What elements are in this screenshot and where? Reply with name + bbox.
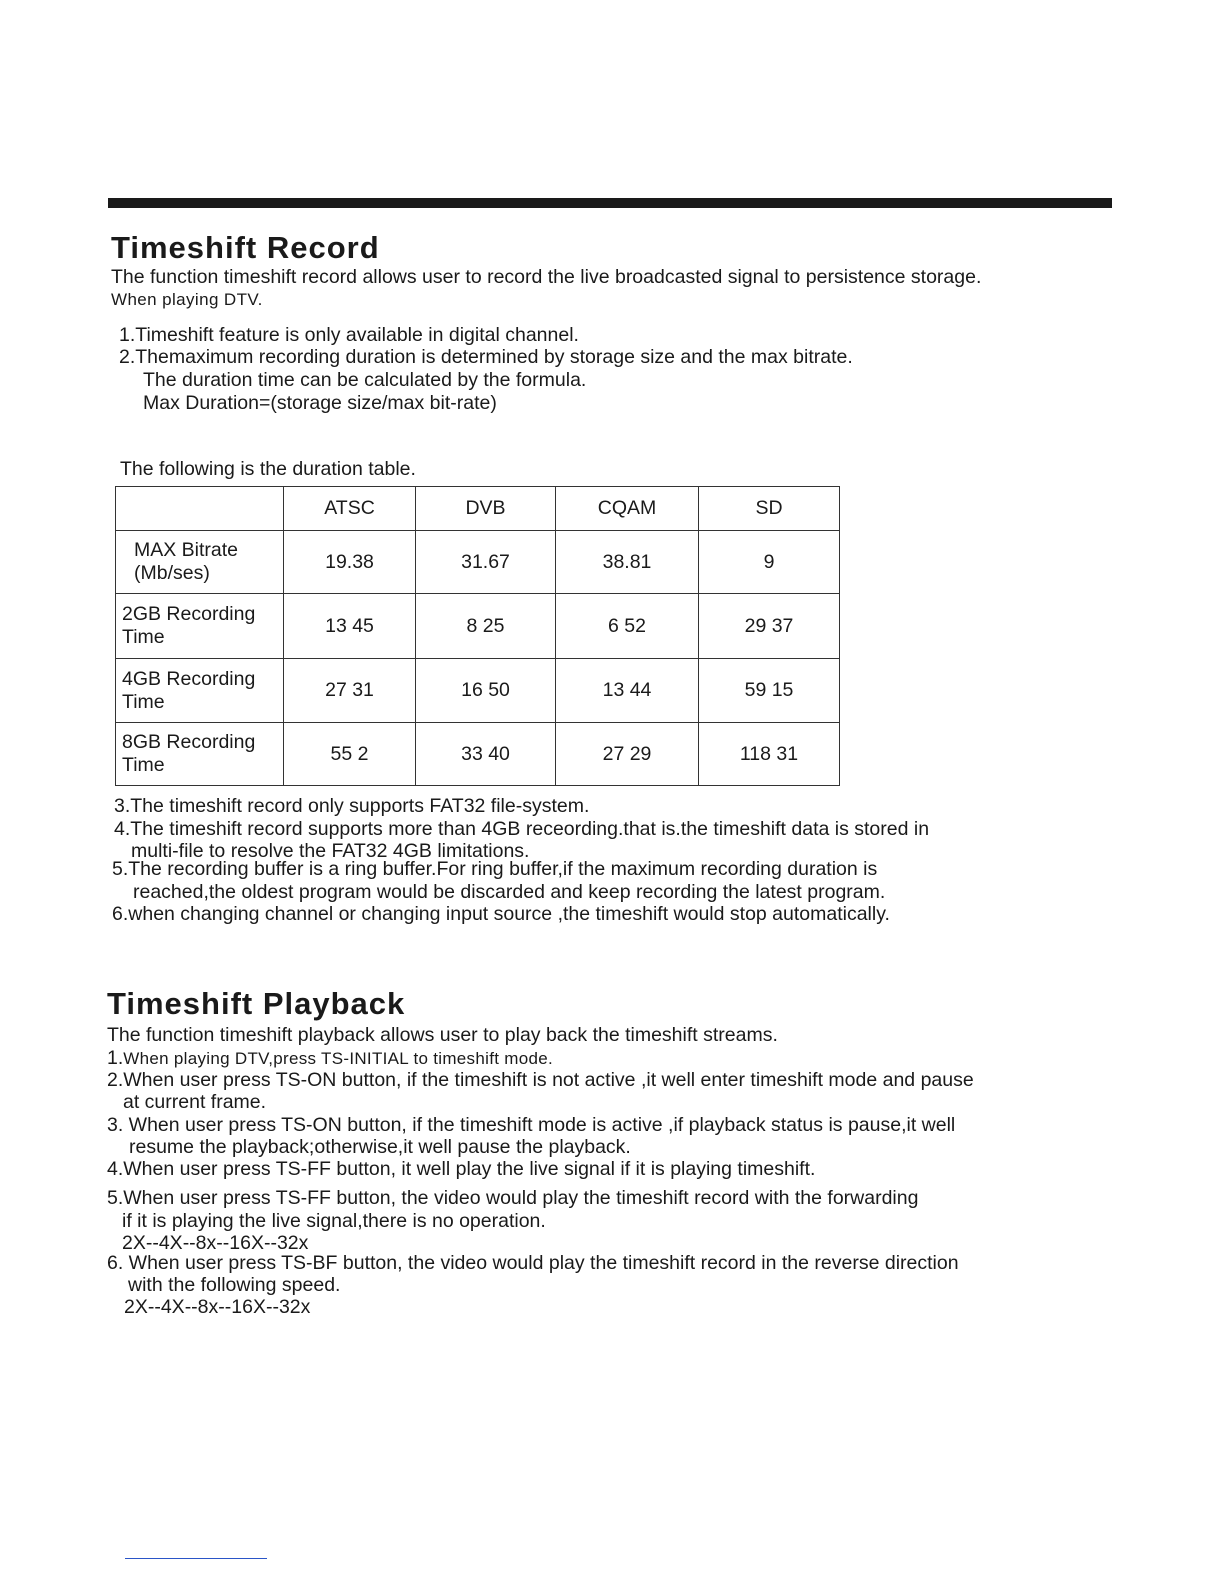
playback-item-5-speeds: 2X--4X--8x--16X--32x bbox=[122, 1232, 309, 1254]
table-header-cqam: CQAM bbox=[556, 487, 699, 531]
table-cell: 16 50 bbox=[416, 659, 556, 723]
duration-table bbox=[115, 486, 840, 786]
record-note-4-cont: multi-file to resolve the FAT32 4GB limitations. bbox=[131, 840, 530, 862]
playback-intro: The function timeshift playback allows user to play back the timeshift streams. bbox=[107, 1024, 778, 1046]
record-note-5-cont: reached,the oldest program would be discarded and keep recording the latest program. bbox=[133, 881, 886, 903]
playback-item-1-number: 1. bbox=[107, 1047, 124, 1069]
playback-item-6-speeds: 2X--4X--8x--16X--32x bbox=[124, 1296, 311, 1318]
table-cell: 13 44 bbox=[556, 659, 699, 723]
record-item-2: 2.Themaximum recording duration is determined by storage size and the max bitrate. bbox=[119, 346, 853, 368]
playback-item-6-cont: with the following speed. bbox=[128, 1274, 341, 1296]
record-title: Timeshift Record bbox=[111, 230, 380, 265]
row-label-line1: 4GB Recording bbox=[122, 667, 256, 690]
row-label-line1: 8GB Recording bbox=[122, 731, 256, 753]
table-header-sd: SD bbox=[699, 487, 840, 531]
table-cell: 19.38 bbox=[284, 531, 416, 594]
playback-item-5: 5.When user press TS-FF button, the video would play the timeshift record with the forwarding bbox=[107, 1187, 919, 1209]
table-cell: 6 52 bbox=[556, 594, 699, 659]
playback-item-1 bbox=[107, 1047, 553, 1070]
table-row bbox=[116, 659, 840, 723]
record-note-4: 4.The timeshift record supports more than 4GB receording.that is.the timeshift data is stored in bbox=[114, 818, 930, 840]
record-when: When playing DTV. bbox=[111, 290, 263, 309]
table-cell: 29 37 bbox=[699, 594, 840, 659]
table-cell: 27 31 bbox=[284, 659, 416, 723]
record-note-6: 6.when changing channel or changing input source ,the timeshift would stop automatically. bbox=[112, 903, 890, 925]
table-cell: 33 40 bbox=[416, 723, 556, 786]
playback-item-4: 4.When user press TS-FF button, it well play the live signal if it is playing timeshift. bbox=[107, 1158, 816, 1180]
row-label-line1: 2GB Recording bbox=[122, 603, 256, 625]
table-row-label bbox=[116, 531, 284, 594]
table-header-atsc: ATSC bbox=[284, 487, 416, 531]
row-label-line1: MAX Bitrate bbox=[134, 539, 239, 561]
playback-item-1-text: When playing DTV,press TS-INITIAL to timeshift mode. bbox=[123, 1049, 554, 1068]
table-header-dvb: DVB bbox=[416, 487, 556, 531]
table-caption: The following is the duration table. bbox=[120, 458, 416, 480]
table-header-row bbox=[116, 487, 840, 531]
playback-item-3: 3. When user press TS-ON button, if the timeshift mode is active ,if playback status is pause,it well bbox=[107, 1114, 956, 1136]
table-cell: 118 31 bbox=[699, 723, 840, 786]
playback-item-2-cont: at current frame. bbox=[123, 1091, 267, 1113]
footer-rule bbox=[125, 1558, 267, 1559]
row-label-line2: Time bbox=[122, 754, 165, 776]
table-cell: 9 bbox=[699, 531, 840, 594]
row-label-line2: Time bbox=[122, 690, 165, 713]
table-cell: 27 29 bbox=[556, 723, 699, 786]
record-item-2-formula: Max Duration=(storage size/max bit-rate) bbox=[143, 392, 497, 414]
table-cell: 13 45 bbox=[284, 594, 416, 659]
row-label-line2: (Mb/ses) bbox=[134, 562, 210, 584]
record-note-3: 3.The timeshift record only supports FAT32 file-system. bbox=[114, 795, 590, 817]
playback-item-6: 6. When user press TS-BF button, the video would play the timeshift record in the reverse direction bbox=[107, 1252, 959, 1274]
header-rule bbox=[108, 198, 1112, 208]
table-row bbox=[116, 531, 840, 594]
table-cell: 38.81 bbox=[556, 531, 699, 594]
record-item-1: 1.Timeshift feature is only available in digital channel. bbox=[119, 324, 579, 346]
table-cell: 31.67 bbox=[416, 531, 556, 594]
playback-item-5-cont: if it is playing the live signal,there is no operation. bbox=[122, 1210, 546, 1232]
row-label-line2: Time bbox=[122, 626, 165, 648]
table-row-label bbox=[116, 723, 284, 786]
playback-title: Timeshift Playback bbox=[107, 986, 406, 1021]
playback-item-2: 2.When user press TS-ON button, if the timeshift is not active ,it well enter timeshift mode and pause bbox=[107, 1069, 974, 1091]
table-row bbox=[116, 723, 840, 786]
table-cell: 59 15 bbox=[699, 659, 840, 723]
record-item-2-formula-note: The duration time can be calculated by the formula. bbox=[143, 369, 587, 391]
record-note-5: 5.The recording buffer is a ring buffer.For ring buffer,if the maximum recording duration is bbox=[112, 858, 878, 880]
playback-item-3-cont: resume the playback;otherwise,it well pause the playback. bbox=[129, 1136, 631, 1158]
table-header-empty bbox=[116, 487, 284, 531]
table-row bbox=[116, 594, 840, 659]
table-row-label bbox=[116, 659, 284, 723]
table-cell: 8 25 bbox=[416, 594, 556, 659]
record-intro: The function timeshift record allows user to record the live broadcasted signal to persistence storage. bbox=[111, 266, 982, 288]
table-cell: 55 2 bbox=[284, 723, 416, 786]
table-row-label bbox=[116, 594, 284, 659]
